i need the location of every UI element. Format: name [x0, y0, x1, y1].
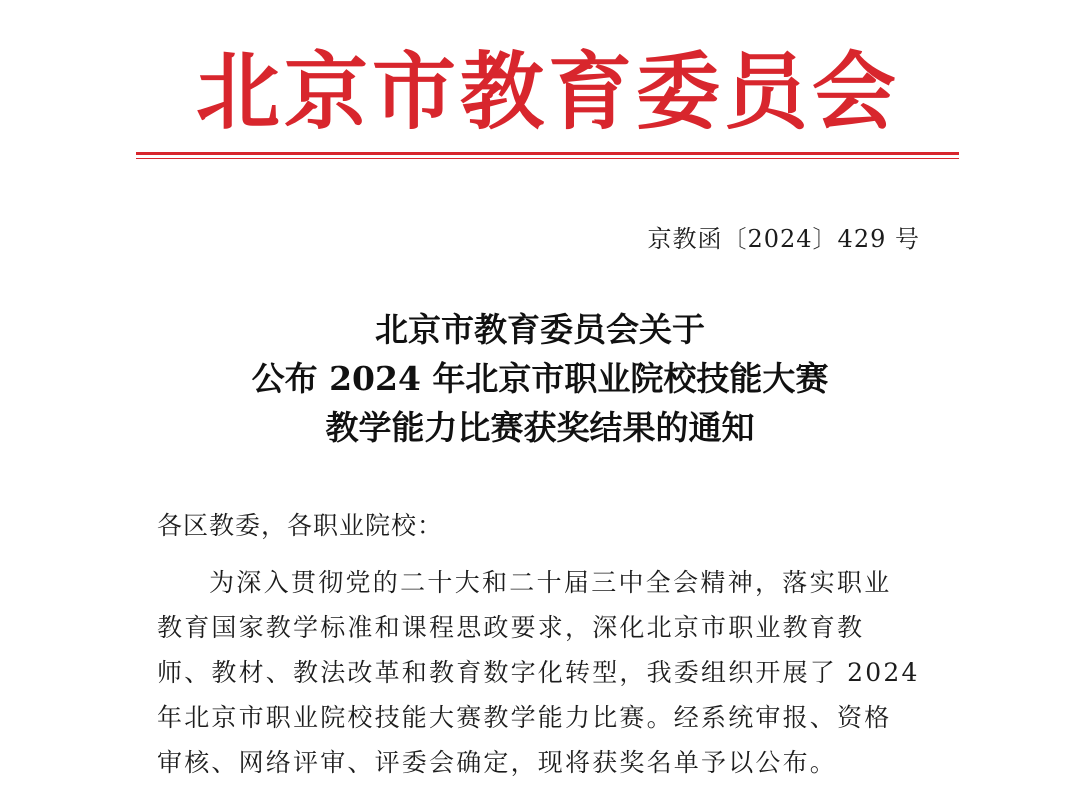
- masthead-char: 北: [196, 43, 281, 141]
- masthead-title: [196, 42, 896, 142]
- masthead-char: 市: [371, 43, 456, 141]
- masthead-char: 教: [459, 43, 544, 141]
- body-line: 审核、网络评审、评委会确定，现将获奖名单予以公布。: [157, 748, 838, 777]
- title-line: 公布 2024 年北京市职业院校技能大赛: [251, 359, 829, 398]
- body-paragraph: [157, 560, 920, 785]
- masthead-divider-thick: [136, 152, 959, 155]
- body-line: 师、教材、教法改革和教育数字化转型，我委组织开展了 2024: [157, 658, 920, 687]
- masthead-char: 委: [635, 43, 720, 141]
- masthead-char: 员: [723, 43, 808, 141]
- title-line: 北京市教育委员会关于: [375, 310, 705, 349]
- masthead-char: 京: [283, 43, 368, 141]
- body-line: 为深入贯彻党的二十大和二十届三中全会精神，落实职业: [209, 568, 892, 597]
- document-number: 京教函〔2024〕429 号: [647, 225, 920, 253]
- masthead-char: 育: [547, 43, 632, 141]
- body-line: 年北京市职业院校技能大赛教学能力比赛。经系统审报、资格: [157, 703, 892, 732]
- masthead-divider-thin: [136, 158, 959, 159]
- title-line: 教学能力比赛获奖结果的通知: [325, 408, 755, 447]
- body-line: 教育国家教学标准和课程思政要求，深化北京市职业教育教: [157, 613, 865, 642]
- masthead-char: 会: [811, 43, 896, 141]
- document-title: [130, 305, 950, 452]
- salutation: 各区教委，各职业院校：: [157, 511, 444, 540]
